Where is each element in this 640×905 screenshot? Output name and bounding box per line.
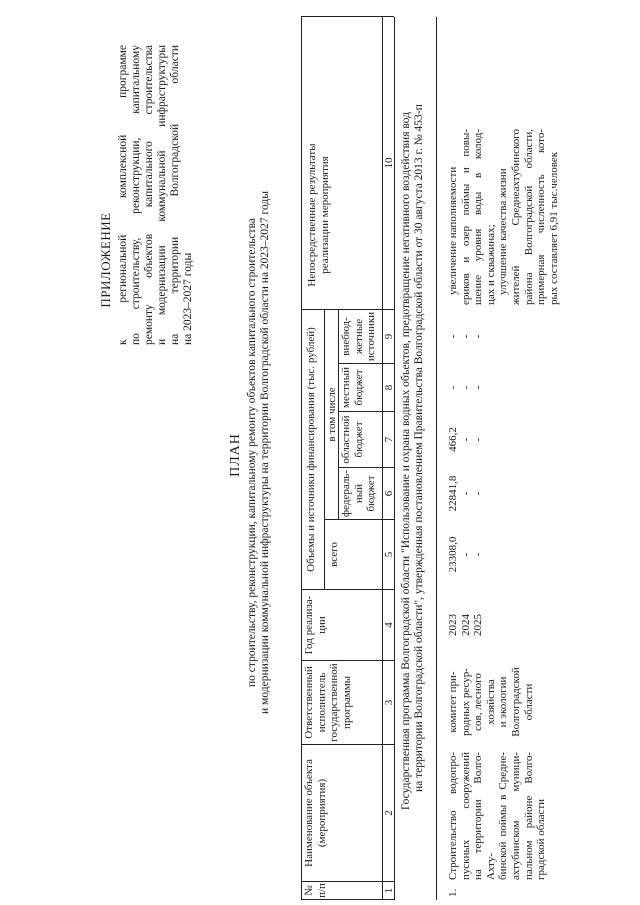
extra-value: - xyxy=(472,334,485,339)
result-line: увеличение наполняемости xyxy=(447,166,459,295)
row-extra xyxy=(447,310,485,363)
program-section-line: на территории Волгоградской области", утвержденная постановлением Правительства Волгоградской области от 30 августа 2013 г. № 453-п xyxy=(413,104,425,792)
extra-value: - xyxy=(459,334,472,339)
column-number: 1 xyxy=(383,887,395,894)
regional-value: - xyxy=(459,437,472,442)
year-value: 2024 xyxy=(459,614,472,636)
result-line: шение уровня воды в колод- xyxy=(472,129,485,305)
program-section-line: Государственная программа Волгоградской области "Использование и охрана водных объектов, предотвращение негативного воздействия вод xyxy=(400,112,412,810)
appendix-line: к региональной комплексной программе xyxy=(117,45,129,345)
row-executor-line: Волгоградской xyxy=(509,667,522,737)
row-total xyxy=(447,520,485,589)
result-line: района Волгоградской области, xyxy=(522,129,535,305)
row-executor-line: сов, лесного xyxy=(472,673,485,731)
extra-value: - xyxy=(447,334,459,339)
total-value: - xyxy=(472,552,485,557)
header-local: местный бюджет xyxy=(340,367,365,408)
row-results xyxy=(447,129,560,305)
header-federal: федераль-ный бюджет xyxy=(340,470,377,517)
result-line: жителей Среднеахтубинского xyxy=(509,129,522,305)
row-executor-line: области xyxy=(522,683,535,721)
header-name: Наименование объекта (мероприятия) xyxy=(303,759,328,867)
header-executor: Ответственный исполнитель государственной программы xyxy=(303,663,353,742)
row-number: 1. xyxy=(447,888,459,897)
header-extra: внебюд-жетные источники xyxy=(340,311,377,362)
result-line: ериков и озер поймы и повы- xyxy=(459,129,472,305)
row-local xyxy=(447,364,485,411)
header-regional: областной бюджет xyxy=(340,415,365,464)
result-line: улучшение качества жизни xyxy=(497,168,510,295)
row-executor-line: родных ресур- xyxy=(459,668,472,736)
row-name-line: градской области xyxy=(535,798,548,880)
header-total: всего xyxy=(328,542,340,567)
row-name-line: пальном районе Волго- xyxy=(522,752,535,880)
year-value: 2025 xyxy=(472,614,485,636)
row-federal xyxy=(447,468,485,519)
plan-title: ПЛАН xyxy=(228,433,243,477)
local-value: - xyxy=(459,385,472,390)
row-name-line: на территории Волго-Ахту- xyxy=(472,752,497,880)
header-year: Год реализа-ции xyxy=(303,595,328,655)
local-value: - xyxy=(447,385,459,390)
row-years xyxy=(447,590,485,660)
total-value: - xyxy=(459,552,472,557)
row-regional xyxy=(447,412,485,467)
row-executor-line: и экологии xyxy=(497,676,510,728)
row-name-line: Строительство водопро- xyxy=(447,752,459,880)
plan-subtitle xyxy=(246,40,272,865)
row-executor-line: комитет при- xyxy=(447,671,459,733)
regional-value: - xyxy=(472,437,485,442)
column-number: 9 xyxy=(383,333,395,340)
federal-value: - xyxy=(459,491,472,496)
header-including: в том числе xyxy=(326,387,338,442)
column-number: 2 xyxy=(383,810,395,816)
row-name-line: бинской поймы в Средне- xyxy=(497,752,510,880)
local-value: - xyxy=(472,385,485,390)
federal-value: - xyxy=(472,491,485,496)
appendix-line: ремонту объектов капитального строительства xyxy=(143,45,155,345)
column-number: 10 xyxy=(383,157,395,169)
header-funding: Объемы и источники финансирования (тыс. рублей) xyxy=(305,327,317,572)
row-name-line: ахтубинском муници- xyxy=(509,752,522,880)
federal-value: 22841,8 xyxy=(447,475,459,512)
appendix-line: на территории Волгоградской области xyxy=(169,45,181,345)
header-num: № п/п xyxy=(303,883,328,898)
total-value: 23308,0 xyxy=(447,536,459,573)
column-number: 3 xyxy=(383,699,395,706)
regional-value: 466,2 xyxy=(447,427,459,452)
appendix-line: по строительству, реконструкции, капитальному xyxy=(130,45,142,345)
appendix-line: и модернизации коммунальной инфраструктуры xyxy=(156,45,168,345)
column-number: 6 xyxy=(383,490,395,497)
appendix-title: ПРИЛОЖЕНИЕ xyxy=(98,212,113,308)
row-name xyxy=(447,752,548,880)
year-value: 2023 xyxy=(447,614,459,636)
program-section xyxy=(400,20,426,810)
plan-subtitle-line: по строительству, реконструкции, капитальному ремонту объектов капитального строительства xyxy=(246,218,258,687)
result-line: цах и скважинах; xyxy=(484,224,497,305)
column-number: 5 xyxy=(383,551,395,558)
column-number: 7 xyxy=(383,436,395,443)
result-line: примерная численность кото- xyxy=(535,129,548,305)
appendix-line: на 2023–2027 годы xyxy=(182,252,194,345)
row-executor xyxy=(447,661,535,743)
column-number: 8 xyxy=(383,384,395,391)
appendix-text xyxy=(117,45,195,345)
row-executor-line: хозяйства xyxy=(484,679,497,725)
row-name-line: пускных сооружений xyxy=(459,752,472,880)
header-results: Непосредственные результаты реализации мероприятия xyxy=(306,143,331,287)
column-number: 4 xyxy=(383,622,395,628)
plan-subtitle-line: и модернизации коммунальной инфраструктуры на территории Волгоградской области на 2023–2027 годы xyxy=(259,191,271,714)
result-line: рых составляет 6,91 тыс.человек xyxy=(547,151,560,305)
